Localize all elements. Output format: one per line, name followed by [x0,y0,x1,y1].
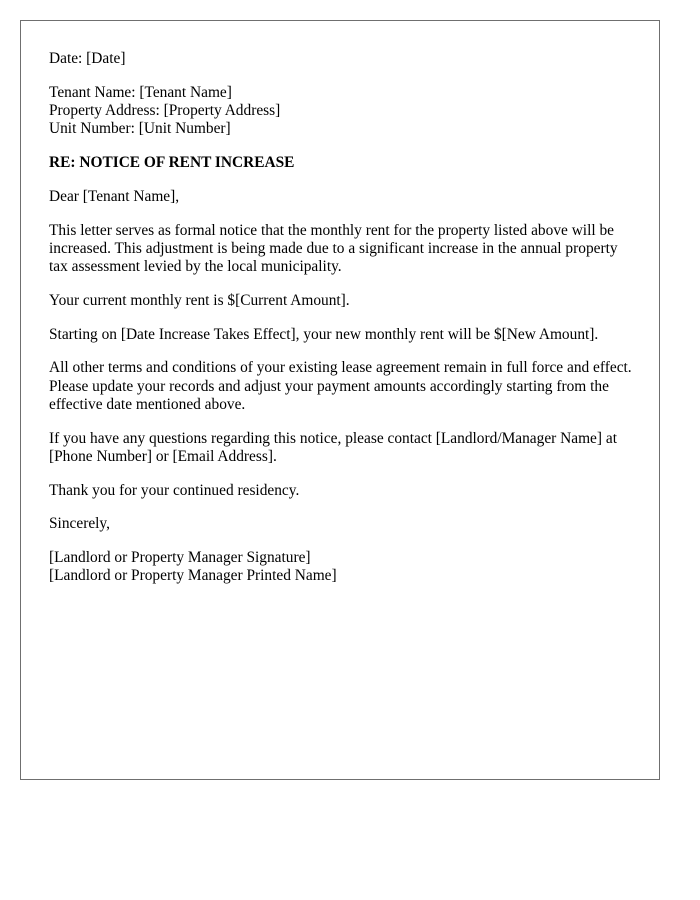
contact-paragraph: If you have any questions regarding this notice, please contact [Landlord/Manager Name] at [Phone Number] or [Email Address]. [49,429,617,465]
letter-body [49,50,639,601]
intro-paragraph: This letter serves as formal notice that the monthly rent for the property listed above will be increased. This adjustment is being made due to a significant increase in the annual property tax assessment levied by the local municipality. [49,221,618,275]
unit-number-line: Unit Number: [Unit Number] [49,120,231,138]
property-address-line: Property Address: [Property Address] [49,102,281,119]
signature-block [49,549,639,585]
signature-line: [Landlord or Property Manager Signature] [49,549,311,567]
tenant-name-line: Tenant Name: [Tenant Name] [49,83,232,101]
thanks-paragraph: Thank you for your continued residency. [49,481,300,499]
new-rent-paragraph: Starting on [Date Increase Takes Effect], your new monthly rent will be $[New Amount]. [49,325,599,343]
closing: Sincerely, [49,515,110,533]
salutation: Dear [Tenant Name], [49,187,180,205]
subject-line: RE: NOTICE OF RENT INCREASE [49,154,295,171]
terms-paragraph: All other terms and conditions of your existing lease agreement remain in full force and effect. Please update your records and adjust your payment amounts accordingly starting from the effective date mentioned above. [49,359,632,413]
current-rent-paragraph: Your current monthly rent is $[Current Amount]. [49,291,350,309]
date-line: Date: [Date] [49,50,126,67]
printed-name-line: [Landlord or Property Manager Printed Name] [49,567,337,585]
letter-page [20,20,660,780]
tenant-info-block [49,84,639,139]
